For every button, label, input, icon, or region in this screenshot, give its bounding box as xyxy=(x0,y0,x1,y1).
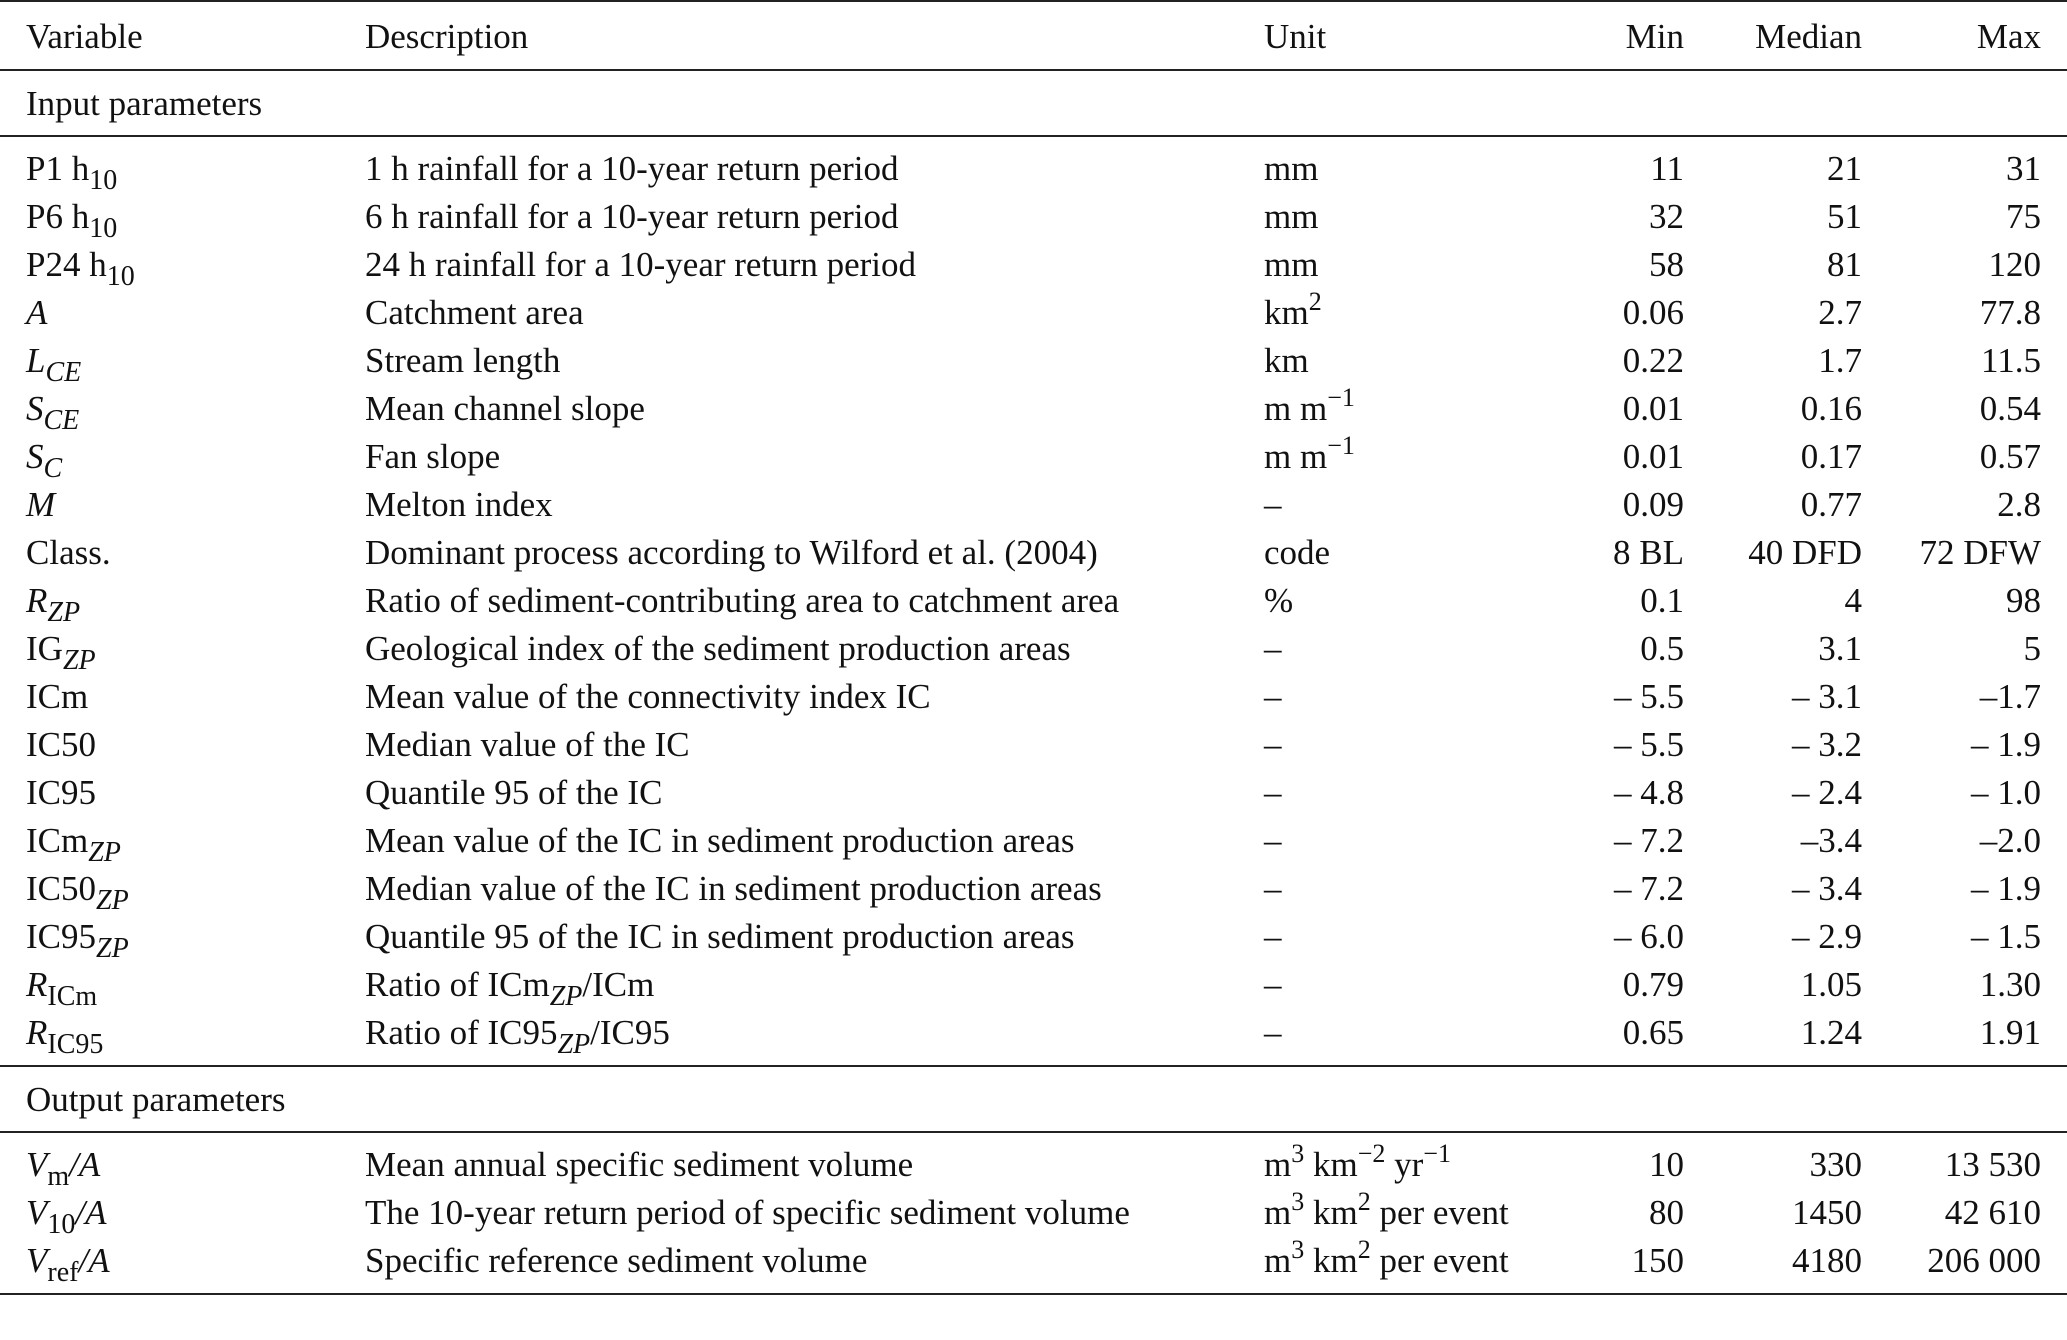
median-cell: 1.24 xyxy=(1684,1009,1862,1066)
median-cell: 2.7 xyxy=(1818,293,1862,332)
max-cell: 72 DFW xyxy=(1919,533,2041,572)
unit-cell: $m^3$ $km^2$ per event xyxy=(1264,1187,1509,1232)
table-row xyxy=(0,385,2067,433)
median-cell: 4 xyxy=(1844,581,1862,620)
max-cell: 206 000 xyxy=(1862,1237,2067,1294)
variable-cell: $S_C$ xyxy=(26,437,63,484)
min-cell: 10 xyxy=(1649,1145,1684,1184)
table-row xyxy=(0,481,2067,529)
variable-cell: P24 $h_{10}$ xyxy=(26,245,135,292)
variable-cell: $V_m/A$ xyxy=(26,1145,101,1192)
table-row xyxy=(0,673,2067,721)
table-row xyxy=(0,193,2067,241)
min-cell: 0.1 xyxy=(1640,581,1684,620)
max-cell: 0.54 xyxy=(1979,389,2041,428)
max-cell: 5 xyxy=(2023,629,2041,668)
table-row xyxy=(0,337,2067,385)
description-cell: Mean annual specific sediment volume xyxy=(365,1145,914,1184)
variable-cell: Class. xyxy=(26,533,111,572)
unit-cell: % xyxy=(1264,581,1294,620)
min-cell: – 6.0 xyxy=(1614,917,1684,956)
unit-cell: – xyxy=(1264,725,1282,764)
median-cell: 21 xyxy=(1827,149,1862,188)
median-cell: 330 xyxy=(1809,1145,1862,1184)
unit-cell: $m^3$ $km^{-2}$ $yr^{-1}$ xyxy=(1264,1139,1451,1184)
median-cell: 40 DFD xyxy=(1748,533,1862,572)
section-output-row xyxy=(0,1066,2067,1132)
median-cell: 3.1 xyxy=(1818,629,1862,668)
unit-cell: – xyxy=(1264,677,1282,716)
max-cell: 1.91 xyxy=(1862,1009,2067,1066)
max-cell: 13 530 xyxy=(1944,1145,2041,1184)
unit-cell: – xyxy=(1264,965,1282,1004)
min-cell: 0.79 xyxy=(1622,965,1684,1004)
unit-cell: code xyxy=(1264,533,1331,572)
max-cell: – 1.9 xyxy=(1971,869,2041,908)
median-cell: 0.16 xyxy=(1800,389,1862,428)
table-row xyxy=(0,961,2067,1009)
variable-cell: $IC95_{ZP}$ xyxy=(26,917,129,964)
max-cell: 77.8 xyxy=(1979,293,2041,332)
variable-cell: ICm$_{ZP}$ xyxy=(26,821,121,868)
description-cell: Stream length xyxy=(365,341,561,380)
median-cell: 4180 xyxy=(1684,1237,1862,1294)
max-cell: 2.8 xyxy=(1997,485,2041,524)
max-cell: 1.30 xyxy=(1979,965,2041,1004)
unit-cell: – xyxy=(1264,1009,1584,1066)
median-cell: 0.17 xyxy=(1800,437,1862,476)
table-row xyxy=(0,289,2067,337)
table-row xyxy=(0,433,2067,481)
unit-cell: – xyxy=(1264,629,1282,668)
min-cell: 0.65 xyxy=(1584,1009,1684,1066)
table-row xyxy=(0,1132,2067,1189)
description-cell: Mean value of the IC in sediment production areas xyxy=(365,821,1075,860)
table-row xyxy=(0,1009,2067,1066)
variable-cell: $R_{ZP}$ xyxy=(26,581,81,628)
min-cell: 11 xyxy=(1650,149,1684,188)
table-row xyxy=(0,865,2067,913)
max-cell: 11.5 xyxy=(1981,341,2041,380)
max-cell: – 1.0 xyxy=(1971,773,2041,812)
description-cell: Median value of the IC in sediment production areas xyxy=(365,869,1102,908)
max-cell: 98 xyxy=(2006,581,2041,620)
min-cell: 0.09 xyxy=(1622,485,1684,524)
description-cell: Geological index of the sediment production areas xyxy=(365,629,1071,668)
variable-cell: $S_{CE}$ xyxy=(26,389,80,436)
header-min: Min xyxy=(1584,1,1684,70)
unit-cell: – xyxy=(1264,917,1282,956)
min-cell: 0.22 xyxy=(1622,341,1684,380)
description-cell: Fan slope xyxy=(365,437,501,476)
variable-cell: $IG_{ZP}$ xyxy=(26,629,96,676)
median-cell: 81 xyxy=(1827,245,1862,284)
variable-cell: $R_{ICm}$ xyxy=(26,965,98,1012)
median-cell: 1450 xyxy=(1792,1193,1862,1232)
description-cell: Melton index xyxy=(365,485,553,524)
median-cell: 0.77 xyxy=(1800,485,1862,524)
header-unit: Unit xyxy=(1264,1,1584,70)
unit-cell: $m^3$ $km^2$ per event xyxy=(1264,1237,1584,1294)
min-cell: 32 xyxy=(1649,197,1684,236)
max-cell: – 1.5 xyxy=(1971,917,2041,956)
table-row xyxy=(0,1237,2067,1294)
min-cell: – 5.5 xyxy=(1614,677,1684,716)
variable-cell: A xyxy=(26,293,48,332)
max-cell: 75 xyxy=(2006,197,2041,236)
max-cell: – 1.9 xyxy=(1971,725,2041,764)
description-cell: Ratio of ICm$_{ZP}$/ICm xyxy=(365,965,655,1012)
table-row xyxy=(0,913,2067,961)
min-cell: 0.06 xyxy=(1622,293,1684,332)
table-row xyxy=(0,817,2067,865)
min-cell: 8 BL xyxy=(1613,533,1684,572)
min-cell: 0.5 xyxy=(1640,629,1684,668)
max-cell: 42 610 xyxy=(1944,1193,2041,1232)
min-cell: – 7.2 xyxy=(1614,821,1684,860)
header-variable: Variable xyxy=(0,1,365,70)
median-cell: – 2.9 xyxy=(1792,917,1862,956)
min-cell: 0.01 xyxy=(1622,437,1684,476)
max-cell: 31 xyxy=(2006,149,2041,188)
variable-cell: M xyxy=(26,485,56,524)
unit-cell: – xyxy=(1264,869,1282,908)
unit-cell: – xyxy=(1264,821,1282,860)
median-cell: – 3.1 xyxy=(1792,677,1862,716)
section-output-label: Output parameters xyxy=(0,1066,2067,1132)
unit-cell: mm xyxy=(1264,245,1319,284)
table-header-row xyxy=(0,1,2067,70)
description-cell: The 10-year return period of specific sediment volume xyxy=(365,1193,1130,1232)
median-cell: – 2.4 xyxy=(1792,773,1862,812)
variable-cell: $V_{10}/A$ xyxy=(26,1193,107,1240)
median-cell: 1.05 xyxy=(1800,965,1862,1004)
description-cell: Catchment area xyxy=(365,293,584,332)
max-cell: 0.57 xyxy=(1979,437,2041,476)
table-row xyxy=(0,136,2067,193)
description-cell: Dominant process according to Wilford et al. (2004) xyxy=(365,533,1098,572)
min-cell: 150 xyxy=(1584,1237,1684,1294)
unit-cell: $km^2$ xyxy=(1264,287,1322,332)
section-input-row xyxy=(0,70,2067,136)
variable-cell: $V_{ref}/A$ xyxy=(0,1237,365,1294)
unit-cell: mm xyxy=(1264,149,1319,188)
unit-cell: – xyxy=(1264,773,1282,812)
table-row xyxy=(0,241,2067,289)
description-cell: 6 h rainfall for a 10-year return period xyxy=(365,197,899,236)
median-cell: – 3.2 xyxy=(1792,725,1862,764)
max-cell: –1.7 xyxy=(1979,677,2041,716)
header-max: Max xyxy=(1862,1,2067,70)
variable-cell: ICm xyxy=(26,677,89,716)
max-cell: 120 xyxy=(1988,245,2041,284)
description-cell: 1 h rainfall for a 10-year return period xyxy=(365,149,899,188)
description-cell: Median value of the IC xyxy=(365,725,690,764)
table-row xyxy=(0,625,2067,673)
description-cell: Mean value of the connectivity index IC xyxy=(365,677,931,716)
variable-cell: $L_{CE}$ xyxy=(26,341,82,388)
variable-cell: P6 $h_{10}$ xyxy=(26,197,118,244)
description-cell: Quantile 95 of the IC in sediment production areas xyxy=(365,917,1075,956)
median-cell: 51 xyxy=(1827,197,1862,236)
description-cell: Ratio of sediment-contributing area to catchment area xyxy=(365,581,1120,620)
min-cell: – 5.5 xyxy=(1614,725,1684,764)
table-row xyxy=(0,769,2067,817)
variable-cell: IC50 xyxy=(26,725,96,764)
unit-cell: km xyxy=(1264,341,1309,380)
table-row xyxy=(0,529,2067,577)
table-row xyxy=(0,1189,2067,1237)
min-cell: – 4.8 xyxy=(1614,773,1684,812)
variable-cell: IC95 xyxy=(26,773,96,812)
table-row xyxy=(0,721,2067,769)
min-cell: 0.01 xyxy=(1622,389,1684,428)
variable-cell: $IC50_{ZP}$ xyxy=(26,869,129,916)
min-cell: 80 xyxy=(1649,1193,1684,1232)
description-cell: 24 h rainfall for a 10-year return period xyxy=(365,245,917,284)
median-cell: 1.7 xyxy=(1818,341,1862,380)
description-cell: Ratio of $IC95_{ZP}/IC95$ xyxy=(365,1009,1264,1066)
unit-cell: mm xyxy=(1264,197,1319,236)
variable-cell: $R_{IC95}$ xyxy=(0,1009,365,1066)
section-input-label: Input parameters xyxy=(0,70,2067,136)
min-cell: 58 xyxy=(1649,245,1684,284)
header-description: Description xyxy=(365,1,1264,70)
unit-cell: – xyxy=(1264,485,1282,524)
description-cell: Mean channel slope xyxy=(365,389,645,428)
max-cell: –2.0 xyxy=(1979,821,2041,860)
header-median: Median xyxy=(1684,1,1862,70)
min-cell: – 7.2 xyxy=(1614,869,1684,908)
table-row xyxy=(0,577,2067,625)
median-cell: –3.4 xyxy=(1800,821,1862,860)
unit-cell: m $m^{-1}$ xyxy=(1264,431,1355,476)
variable-cell: P1 $h_{10}$ xyxy=(26,149,118,196)
description-cell: Quantile 95 of the IC xyxy=(365,773,663,812)
median-cell: – 3.4 xyxy=(1792,869,1862,908)
description-cell: Specific reference sediment volume xyxy=(365,1237,1264,1294)
unit-cell: m $m^{-1}$ xyxy=(1264,383,1355,428)
